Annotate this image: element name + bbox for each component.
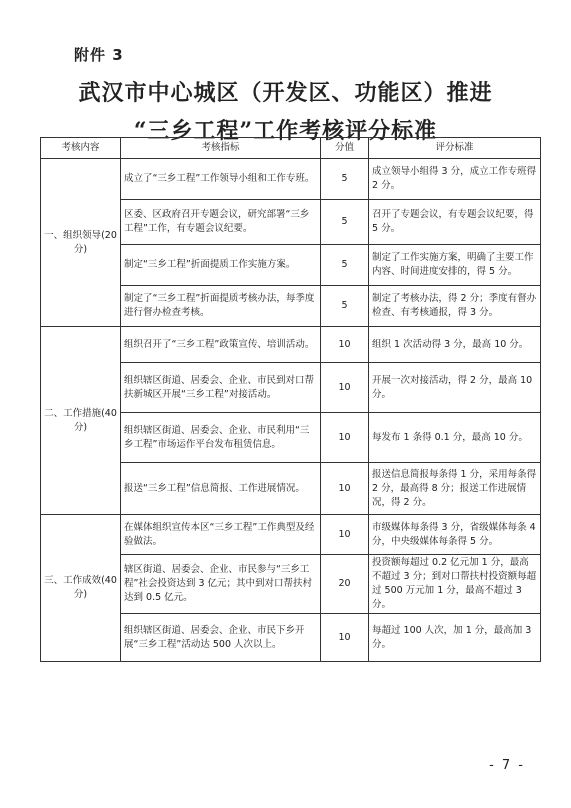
table-row <box>41 159 541 200</box>
indicator-cell: 组织辖区街道、居委会、企业、市民利用“三乡工程”市场运作平台发布租赁信息。 <box>121 413 321 463</box>
document-title-line-2: “三乡工程”工作考核评分标准 <box>133 118 438 144</box>
indicator-cell: 辖区街道、居委会、企业、市民参与“三乡工程”社会投资达到 3 亿元；其中到对口帮扶村达到 0.5 亿元。 <box>121 555 321 614</box>
score-cell: 10 <box>321 614 369 662</box>
standard-cell: 报送信息简报每条得 1 分，采用每条得 2 分，最高得 8 分；报送工作进展情况，得 2 分。 <box>369 463 541 515</box>
document-title-line-1: 武汉市中心城区（开发区、功能区）推进 <box>78 80 493 106</box>
header-category: 考核内容 <box>41 138 121 159</box>
indicator-cell: 组织召开了“三乡工程”政策宣传、培训活动。 <box>121 327 321 363</box>
indicator-cell: 成立了“三乡工程”工作领导小组和工作专班。 <box>121 159 321 200</box>
indicator-cell: 组织辖区街道、居委会、企业、市民到对口帮扶新城区开展“三乡工程”对接活动。 <box>121 363 321 413</box>
standard-cell: 每发布 1 条得 0.1 分，最高 10 分。 <box>369 413 541 463</box>
score-cell: 10 <box>321 327 369 363</box>
score-cell: 20 <box>321 555 369 614</box>
standard-cell: 召开了专题会议，有专题会议纪要，得 5 分。 <box>369 200 541 245</box>
score-cell: 5 <box>321 245 369 286</box>
standard-cell: 制定了考核办法，得 2 分；季度有督办检查、有考核通报，得 3 分。 <box>369 286 541 327</box>
indicator-cell: 在媒体组织宣传本区“三乡工程”工作典型及经验做法。 <box>121 515 321 555</box>
standard-cell: 开展一次对接活动，得 2 分，最高 10 分。 <box>369 363 541 413</box>
score-cell: 5 <box>321 200 369 245</box>
attachment-label: 附件 3 <box>74 46 124 64</box>
score-cell: 10 <box>321 413 369 463</box>
score-cell: 10 <box>321 463 369 515</box>
table-header-row <box>41 138 541 159</box>
category-cell: 二、工作措施(40分) <box>41 327 121 515</box>
indicator-cell: 组织辖区街道、居委会、企业、市民下乡开展“三乡工程”活动达 500 人次以上。 <box>121 614 321 662</box>
indicator-cell: 制定了“三乡工程”折面提质考核办法，每季度进行督办检查考核。 <box>121 286 321 327</box>
indicator-cell: 报送“三乡工程”信息简报、工作进展情况。 <box>121 463 321 515</box>
table-row <box>41 515 541 555</box>
standard-cell: 每超过 100 人次，加 1 分，最高加 3 分。 <box>369 614 541 662</box>
indicator-cell: 制定“三乡工程”折面提质工作实施方案。 <box>121 245 321 286</box>
standard-cell: 投资额每超过 0.2 亿元加 1 分，最高不超过 3 分；到对口帮扶村投资额每超过 500 万元加 1 分，最高不超过 3 分。 <box>369 555 541 614</box>
score-cell: 10 <box>321 363 369 413</box>
scoring-table <box>40 137 541 662</box>
indicator-cell: 区委、区政府召开专题会议，研究部署“三乡工程”工作，有专题会议纪要。 <box>121 200 321 245</box>
header-standard: 评分标准 <box>369 138 541 159</box>
page-number: - 7 - <box>489 758 525 773</box>
score-cell: 5 <box>321 286 369 327</box>
category-cell: 三、工作成效(40分) <box>41 515 121 662</box>
score-cell: 10 <box>321 515 369 555</box>
score-cell: 5 <box>321 159 369 200</box>
header-indicator: 考核指标 <box>121 138 321 159</box>
standard-cell: 成立领导小组得 3 分，成立工作专班得 2 分。 <box>369 159 541 200</box>
category-cell: 一、组织领导(20分) <box>41 159 121 327</box>
standard-cell: 制定了工作实施方案，明确了主要工作内容、时间进度安排的，得 5 分。 <box>369 245 541 286</box>
table-row <box>41 327 541 363</box>
standard-cell: 组织 1 次活动得 3 分，最高 10 分。 <box>369 327 541 363</box>
standard-cell: 市级媒体每条得 3 分，省级媒体每条 4 分，中央级媒体每条得 5 分。 <box>369 515 541 555</box>
header-score: 分值 <box>321 138 369 159</box>
